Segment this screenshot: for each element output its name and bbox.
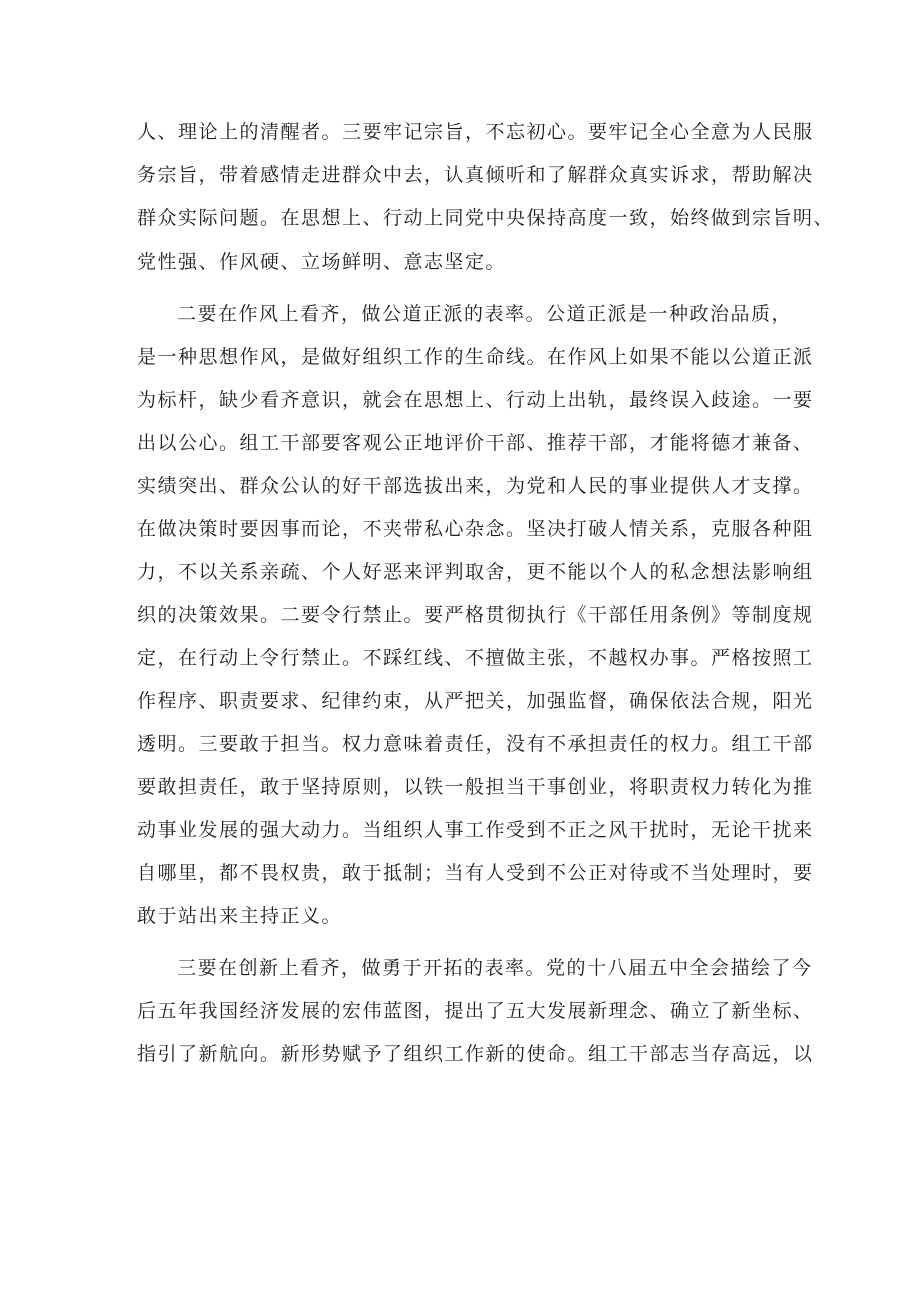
text-line: 为标杆，缺少看齐意识，就会在思想上、行动上出轨，最终误入歧途。一要 [137, 389, 814, 411]
text-line: 透明。三要敢于担当。权力意味着责任，没有不承担责任的权力。组工干部 [137, 733, 814, 755]
text-line: 指引了新航向。新形势赋予了组织工作新的使命。组工干部志当存高远，以 [137, 1043, 814, 1065]
text-line: 群众实际问题。在思想上、行动上同党中央保持高度一致，始终做到宗旨明、 [137, 207, 835, 229]
text-line: 人、理论上的清醒者。三要牢记宗旨，不忘初心。要牢记全心全意为人民服 [137, 121, 814, 143]
text-line: 党性强、作风硬、立场鲜明、意志坚定。 [137, 251, 507, 273]
text-line: 是一种思想作风，是做好组织工作的生命线。在作风上如果不能以公道正派 [137, 346, 814, 368]
text-line: 织的决策效果。二要令行禁止。要严格贯彻执行《干部任用条例》等制度规 [137, 604, 814, 626]
paragraph-first-line: 三要在创新上看齐，做勇于开拓的表率。党的十八届五中全会描绘了今 [177, 957, 813, 979]
text-line: 后五年我国经济发展的宏伟蓝图，提出了五大发展新理念、确立了新坐标、 [137, 1000, 814, 1022]
text-line: 务宗旨，带着感情走进群众中去，认真倾听和了解群众真实诉求，帮助解决 [137, 164, 814, 186]
text-line: 动事业发展的强大动力。当组织人事工作受到不正之风干扰时，无论干扰来 [137, 819, 814, 841]
text-line: 在做决策时要因事而论，不夹带私心杂念。坚决打破人情关系，克服各种阻 [137, 518, 814, 540]
text-line: 要敢担责任，敢于坚持原则，以铁一般担当干事创业，将职责权力转化为推 [137, 776, 814, 798]
text-line: 实绩突出、群众公认的好干部选拔出来，为党和人民的事业提供人才支撑。 [137, 475, 814, 497]
text-line: 作程序、职责要求、纪律约束，从严把关，加强监督，确保依法合规，阳光 [137, 690, 814, 712]
text-line: 敢于站出来主持正义。 [137, 905, 343, 927]
text-line: 定，在行动上令行禁止。不踩红线、不擅做主张，不越权办事。严格按照工 [137, 647, 814, 669]
text-line: 自哪里，都不畏权贵，敢于抵制；当有人受到不公正对待或不当处理时，要 [137, 862, 814, 884]
paragraph-first-line: 二要在作风上看齐，做公道正派的表率。公道正派是一种政治品质， [177, 303, 793, 325]
text-line: 出以公心。组工干部要客观公正地评价干部、推荐干部，才能将德才兼备、 [137, 432, 814, 454]
text-line: 力，不以关系亲疏、个人好恶来评判取舍，更不能以个人的私念想法影响组 [137, 561, 814, 583]
